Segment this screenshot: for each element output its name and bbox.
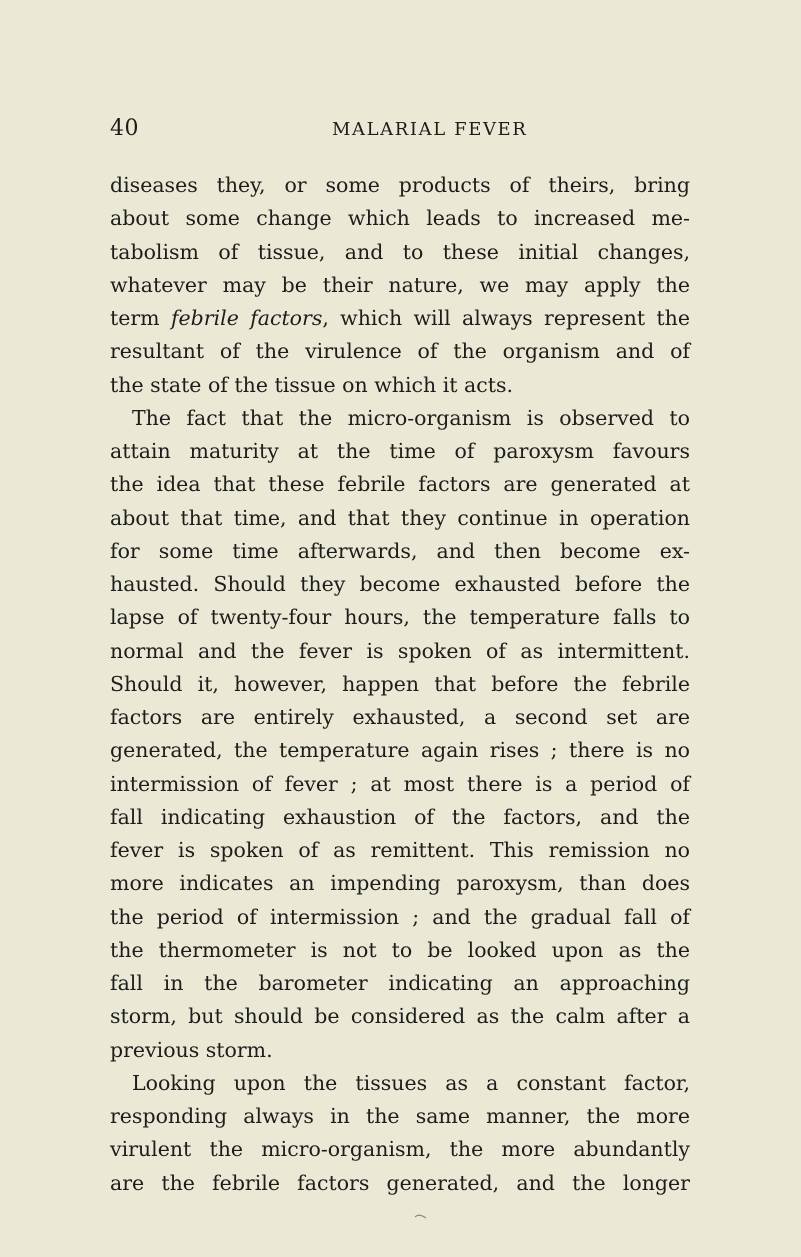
- text-line: for some time afterwards, and then become ex-: [110, 538, 690, 563]
- paragraph-start: Looking upon the tissues as a constant factor,: [132, 1070, 690, 1095]
- text-line: hausted. Should they become exhausted before the: [110, 572, 690, 596]
- text-line: fall in the barometer indicating an approaching: [110, 971, 690, 995]
- text-line: storm, but should be considered as the calm after a: [110, 1004, 690, 1029]
- text-line: whatever may be their nature, we may apply the: [110, 272, 690, 297]
- page-number: 40: [110, 116, 139, 141]
- text-line: normal and the fever is spoken of as intermittent.: [110, 638, 690, 663]
- print-blemish: [414, 1212, 428, 1220]
- text-line: term febrile factors, which will always represent the: [110, 306, 691, 330]
- text-line: about some change which leads to increased me-: [110, 206, 690, 231]
- text-line: more indicates an impending paroxysm, than does: [110, 871, 690, 896]
- text-line: intermission of fever ; at most there is a period of: [110, 771, 690, 796]
- text-line: resultant of the virulence of the organism and of: [110, 339, 690, 364]
- text-line: diseases they, or some products of theirs, bring: [110, 173, 690, 197]
- text-line: previous storm.: [110, 1037, 273, 1062]
- text-line: about that time, and that they continue in operation: [110, 505, 690, 530]
- text-line: attain maturity at the time of paroxysm favours: [110, 439, 690, 463]
- text-line: the period of intermission ; and the gradual fall of: [110, 904, 690, 929]
- running-header: [0, 116, 801, 146]
- text-line: responding always in the same manner, the more: [110, 1104, 690, 1128]
- text-line: lapse of twenty-four hours, the temperature falls to: [110, 605, 690, 630]
- text-line: fever is spoken of as remittent. This remission no: [110, 838, 690, 862]
- text-line: factors are entirely exhausted, a second set are: [110, 705, 690, 729]
- text-line: the idea that these febrile factors are generated at: [110, 472, 690, 497]
- text-line: fall indicating exhaustion of the factors, and the: [110, 804, 690, 829]
- running-title: MALARIAL FEVER: [332, 119, 528, 140]
- text-line: are the febrile factors generated, and the longer: [110, 1170, 690, 1195]
- text-line: virulent the micro-organism, the more abundantly: [110, 1137, 690, 1162]
- italic-term: febrile factors: [170, 306, 323, 330]
- paragraph-start: The fact that the micro-organism is observed to: [132, 405, 690, 430]
- text-line: Should it, however, happen that before the febrile: [110, 671, 690, 696]
- text-line: generated, the temperature again rises ; there is no: [110, 738, 690, 763]
- body-text: [110, 169, 690, 1200]
- text-line: the state of the tissue on which it acts.: [110, 372, 514, 397]
- text-line: the thermometer is not to be looked upon as the: [110, 937, 690, 962]
- text-line: tabolism of tissue, and to these initial changes,: [110, 239, 690, 264]
